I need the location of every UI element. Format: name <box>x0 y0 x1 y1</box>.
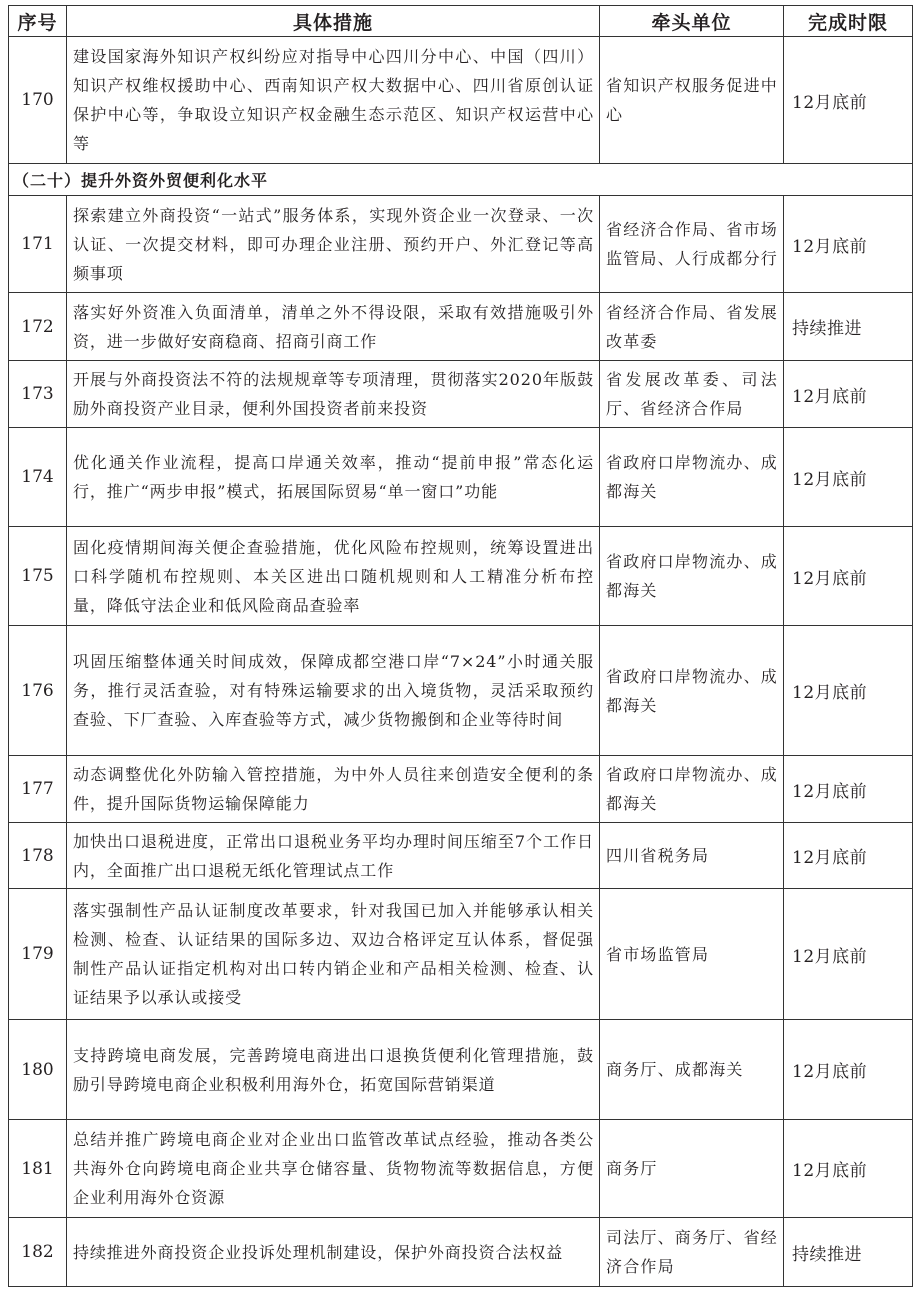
row-unit: 省市场监管局 <box>600 889 784 1020</box>
row-unit: 省政府口岸物流办、成都海关 <box>600 756 784 823</box>
row-deadline: 12月底前 <box>784 196 913 293</box>
table-row <box>9 889 913 1020</box>
row-num: 173 <box>9 361 67 428</box>
table-row <box>9 428 913 527</box>
row-unit: 司法厅、商务厅、省经济合作局 <box>600 1218 784 1287</box>
table-row <box>9 293 913 361</box>
row-measure: 支持跨境电商发展，完善跨境电商进出口退换货便利化管理措施，鼓励引导跨境电商企业积极利用海外仓，拓宽国际营销渠道 <box>67 1020 600 1120</box>
row-measure: 巩固压缩整体通关时间成效，保障成都空港口岸“7×24”小时通关服务，推行灵活查验，对有特殊运输要求的出入境货物，灵活采取预约查验、下厂查验、入库查验等方式，减少货物搬倒和企业等待时间 <box>67 626 600 756</box>
row-num: 174 <box>9 428 67 527</box>
row-num: 180 <box>9 1020 67 1120</box>
row-unit: 商务厅 <box>600 1120 784 1218</box>
row-num: 181 <box>9 1120 67 1218</box>
row-measure: 优化通关作业流程，提高口岸通关效率，推动“提前申报”常态化运行，推广“两步申报”模式，拓展国际贸易“单一窗口”功能 <box>67 428 600 527</box>
row-num: 176 <box>9 626 67 756</box>
section-title: （二十）提升外资外贸便利化水平 <box>9 164 913 196</box>
row-deadline: 12月底前 <box>784 626 913 756</box>
row-measure: 固化疫情期间海关便企查验措施，优化风险布控规则，统筹设置进出口科学随机布控规则、本关区进出口随机规则和人工精准分析布控量，降低守法企业和低风险商品查验率 <box>67 527 600 626</box>
row-num: 182 <box>9 1218 67 1287</box>
table-row <box>9 37 913 164</box>
row-measure: 探索建立外商投资“一站式”服务体系，实现外资企业一次登录、一次认证、一次提交材料，即可办理企业注册、预约开户、外汇登记等高频事项 <box>67 196 600 293</box>
row-deadline: 12月底前 <box>784 428 913 527</box>
measures-table <box>8 5 913 1287</box>
table-row <box>9 626 913 756</box>
row-unit: 四川省税务局 <box>600 823 784 889</box>
row-num: 172 <box>9 293 67 361</box>
row-num: 171 <box>9 196 67 293</box>
row-deadline: 12月底前 <box>784 889 913 1020</box>
row-unit: 省政府口岸物流办、成都海关 <box>600 527 784 626</box>
header-num: 序号 <box>9 6 67 37</box>
row-measure: 建设国家海外知识产权纠纷应对指导中心四川分中心、中国（四川）知识产权维权援助中心、西南知识产权大数据中心、四川省原创认证保护中心等，争取设立知识产权金融生态示范区、知识产权运营中心等 <box>67 37 600 164</box>
table-row <box>9 756 913 823</box>
header-deadline: 完成时限 <box>784 6 913 37</box>
header-row <box>9 6 913 37</box>
row-deadline: 持续推进 <box>784 293 913 361</box>
row-deadline: 12月底前 <box>784 1120 913 1218</box>
row-measure: 落实强制性产品认证制度改革要求，针对我国已加入并能够承认相关检测、检查、认证结果的国际多边、双边合格评定互认体系，督促强制性产品认证指定机构对出口转内销企业和产品相关检测、检查、认证结果予以承认或接受 <box>67 889 600 1020</box>
table-row <box>9 1120 913 1218</box>
row-num: 170 <box>9 37 67 164</box>
row-measure: 加快出口退税进度，正常出口退税业务平均办理时间压缩至7个工作日内，全面推广出口退税无纸化管理试点工作 <box>67 823 600 889</box>
row-measure: 动态调整优化外防输入管控措施，为中外人员往来创造安全便利的条件，提升国际货物运输保障能力 <box>67 756 600 823</box>
row-num: 177 <box>9 756 67 823</box>
row-measure: 开展与外商投资法不符的法规规章等专项清理，贯彻落实2020年版鼓励外商投资产业目录，便利外国投资者前来投资 <box>67 361 600 428</box>
row-unit: 省发展改革委、司法厅、省经济合作局 <box>600 361 784 428</box>
row-deadline: 12月底前 <box>784 527 913 626</box>
row-num: 179 <box>9 889 67 1020</box>
row-measure: 总结并推广跨境电商企业对企业出口监管改革试点经验，推动各类公共海外仓向跨境电商企业共享仓储容量、货物物流等数据信息，方便企业利用海外仓资源 <box>67 1120 600 1218</box>
row-num: 178 <box>9 823 67 889</box>
row-unit: 省政府口岸物流办、成都海关 <box>600 428 784 527</box>
row-deadline: 12月底前 <box>784 756 913 823</box>
row-num: 175 <box>9 527 67 626</box>
row-deadline: 12月底前 <box>784 361 913 428</box>
row-unit: 省经济合作局、省市场监管局、人行成都分行 <box>600 196 784 293</box>
row-deadline: 12月底前 <box>784 37 913 164</box>
row-unit: 省经济合作局、省发展改革委 <box>600 293 784 361</box>
table-row <box>9 527 913 626</box>
header-measure: 具体措施 <box>67 6 600 37</box>
row-unit: 商务厅、成都海关 <box>600 1020 784 1120</box>
header-unit: 牵头单位 <box>600 6 784 37</box>
row-measure: 持续推进外商投资企业投诉处理机制建设，保护外商投资合法权益 <box>67 1218 600 1287</box>
row-deadline: 持续推进 <box>784 1218 913 1287</box>
table-row <box>9 823 913 889</box>
table-row <box>9 1218 913 1287</box>
table-row <box>9 361 913 428</box>
table-row <box>9 1020 913 1120</box>
row-deadline: 12月底前 <box>784 823 913 889</box>
row-deadline: 12月底前 <box>784 1020 913 1120</box>
row-unit: 省政府口岸物流办、成都海关 <box>600 626 784 756</box>
section-row <box>9 164 913 196</box>
row-unit: 省知识产权服务促进中心 <box>600 37 784 164</box>
row-measure: 落实好外资准入负面清单，清单之外不得设限，采取有效措施吸引外资，进一步做好安商稳商、招商引商工作 <box>67 293 600 361</box>
table-row <box>9 196 913 293</box>
